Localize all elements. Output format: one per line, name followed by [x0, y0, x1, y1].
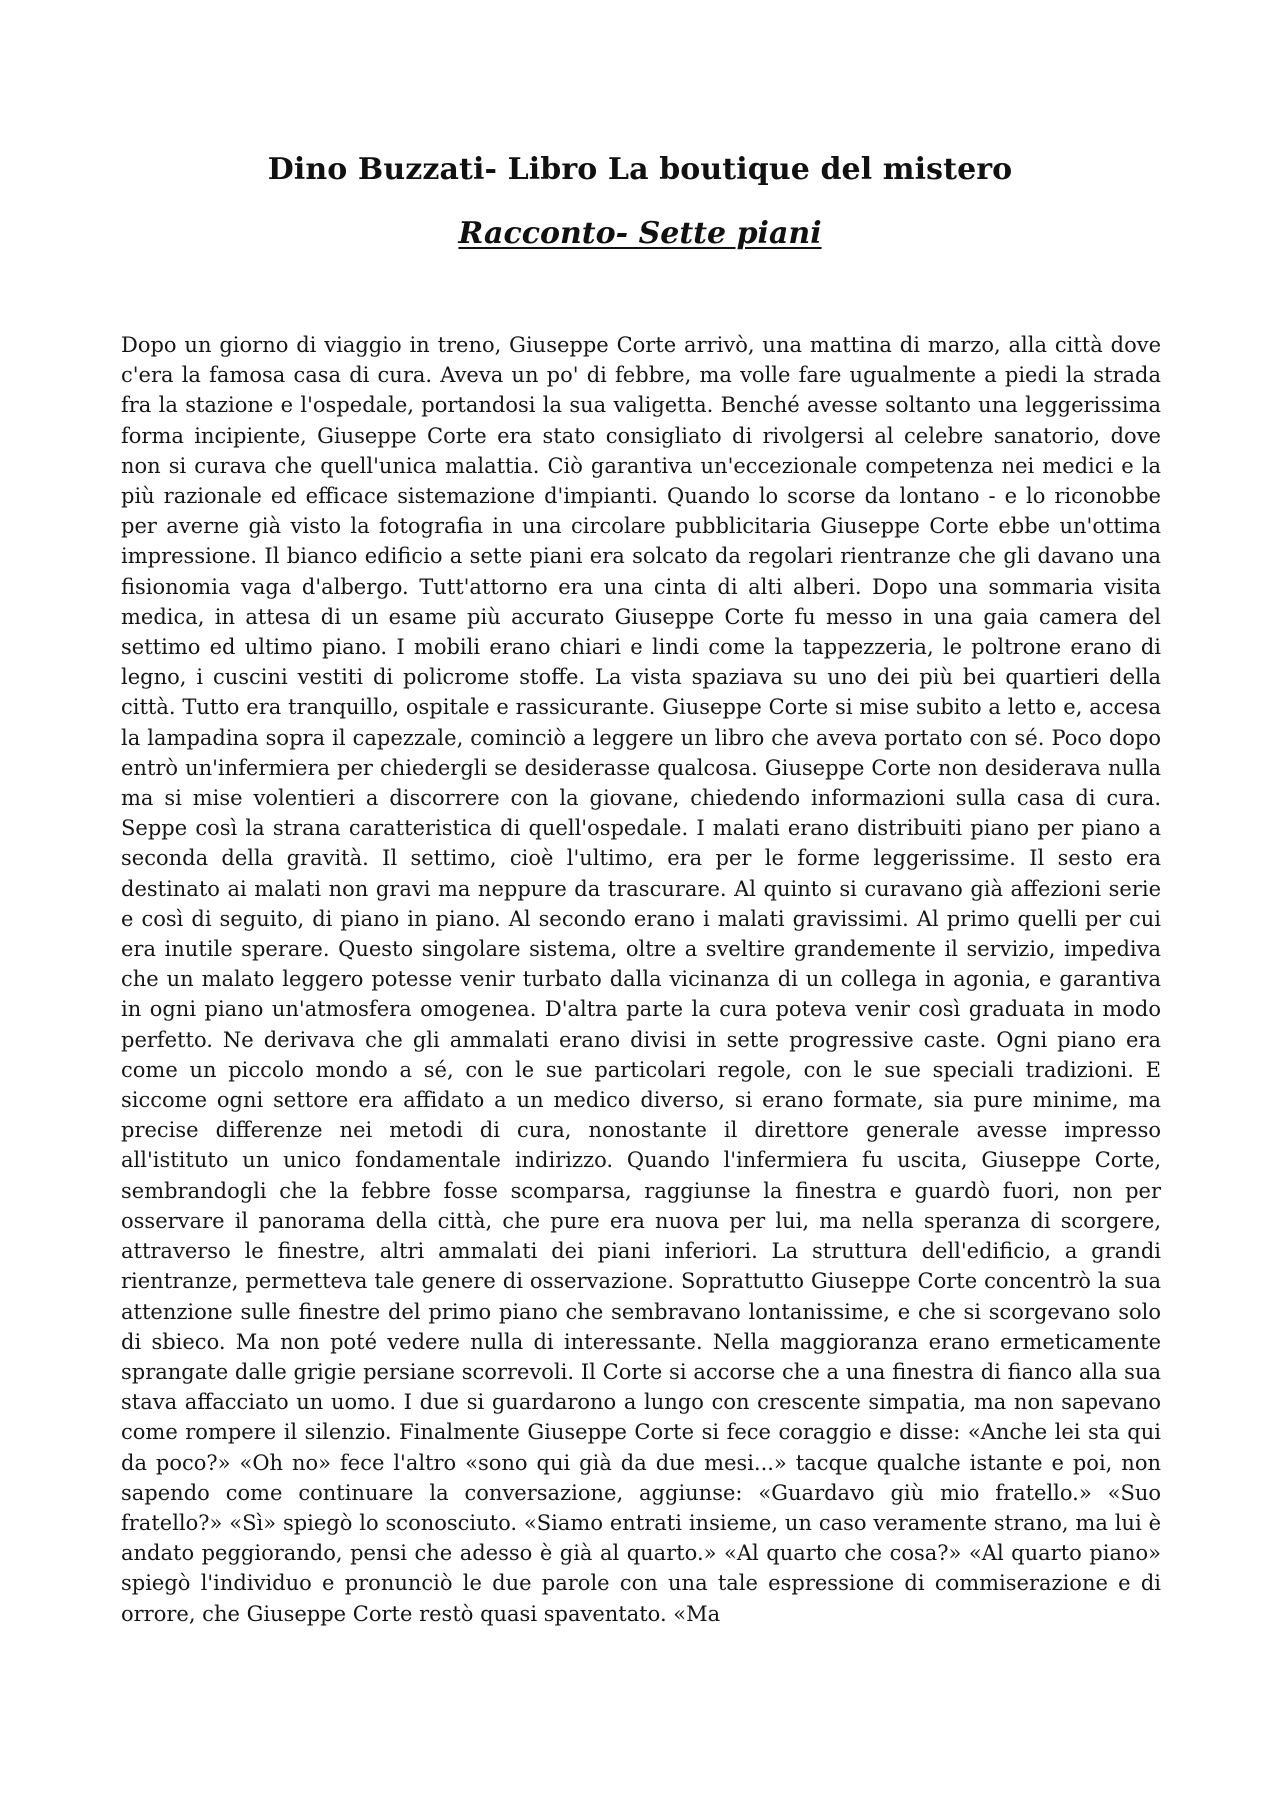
body-paragraph: Dopo un giorno di viaggio in treno, Giuseppe Corte arrivò, una mattina di marzo, alla città dove c'era la famosa casa di cura. Aveva un po' di febbre, ma volle fare ugualmente a piedi la strada fra la stazione e l'ospedale, portandosi la sua valigetta. Benché avesse soltanto una leggerissima forma incipiente, Giuseppe Corte era stato consigliato di rivolgersi al celebre sanatorio, dove non si curava che quell'unica malattia. Ciò garantiva un'eccezionale competenza nei medici e la più razionale ed efficace sistemazione d'impianti. Quando lo scorse da lontano - e lo riconobbe per averne già visto la fotografia in una circolare pubblicitaria Giuseppe Corte ebbe un'ottima impressione. Il bianco edificio a sette piani era solcato da regolari rientranze che gli davano una fisionomia vaga d'albergo. Tutt'attorno era una cinta di alti alberi. Dopo una sommaria visita medica, in attesa di un esame più accurato Giuseppe Corte fu messo in una gaia camera del settimo ed ultimo piano. I mobili erano chiari e lindi come la tappezzeria, le poltrone erano di legno, i cuscini vestiti di policrome stoffe. La vista spaziava su uno dei più bei quartieri della città. Tutto era tranquillo, ospitale e rassicurante. Giuseppe Corte si mise subito a letto e, accesa la lampadina sopra il capezzale, cominciò a leggere un libro che aveva portato con sé. Poco dopo entrò un'infermiera per chiedergli se desiderasse qualcosa. Giuseppe Corte non desiderava nulla ma si mise volentieri a discorrere con la giovane, chiedendo informazioni sulla casa di cura. Seppe così la strana caratteristica di quell'ospedale. I malati erano distribuiti piano per piano a seconda della gravità. Il settimo, cioè l'ultimo, era per le forme leggerissime. Il sesto era destinato ai malati non gravi ma neppure da trascurare. Al quinto si curavano già affezioni serie e così di seguito, di piano in piano. Al secondo erano i malati gravissimi. Al primo quelli per cui era inutile sperare. Questo singolare sistema, oltre a sveltire grandemente il servizio, impediva che un malato leggero potesse venir turbato dalla vicinanza di un collega in agonia, e garantiva in ogni piano un'atmosfera omogenea. D'altra parte la cura poteva venir così graduata in modo perfetto. Ne derivava che gli ammalati erano divisi in sette progressive caste. Ogni piano era come un piccolo mondo a sé, con le sue particolari regole, con le sue speciali tradizioni. E siccome ogni settore era affidato a un medico diverso, si erano formate, sia pure minime, ma precise differenze nei metodi di cura, nonostante il direttore generale avesse impresso all'istituto un unico fondamentale indirizzo. Quando l'infermiera fu uscita, Giuseppe Corte, sembrandogli che la febbre fosse scomparsa, raggiunse la finestra e guardò fuori, non per osservare il panorama della città, che pure era nuova per lui, ma nella speranza di scorgere, attraverso le finestre, altri ammalati dei piani inferiori. La struttura dell'edificio, a grandi rientranze, permetteva tale genere di osservazione. Soprattutto Giuseppe Corte concentrò la sua attenzione sulle finestre del primo piano che sembravano lontanissime, e che si scorgevano solo di sbieco. Ma non poté vedere nulla di interessante. Nella maggioranza erano ermeticamente sprangate dalle grigie persiane scorrevoli. Il Corte si accorse che a una finestra di fianco alla sua stava affacciato un uomo. I due si guardarono a lungo con crescente simpatia, ma non sapevano come rompere il silenzio. Finalmente Giuseppe Corte si fece coraggio e disse: «Anche lei sta qui da poco?» «Oh no» fece l'altro «sono qui già da due mesi...» tacque qualche istante e poi, non sapendo come continuare la conversazione, aggiunse: «Guardavo giù mio fratello.» «Suo fratello?» «Sì» spiegò lo sconosciuto. «Siamo entrati insieme, un caso veramente strano, ma lui è andato peggiorando, pensi che adesso è già al quarto.» «Al quarto che cosa?» «Al quarto piano» spiegò l'individuo e pronunciò le due parole con una tale espressione di commiserazione e di orrore, che Giuseppe Corte restò quasi spaventato. «Ma [121, 333, 1161, 1626]
document-subtitle: Racconto- Sette piani [458, 216, 822, 251]
document-title: Dino Buzzati- Libro La boutique del mistero [267, 152, 1013, 187]
